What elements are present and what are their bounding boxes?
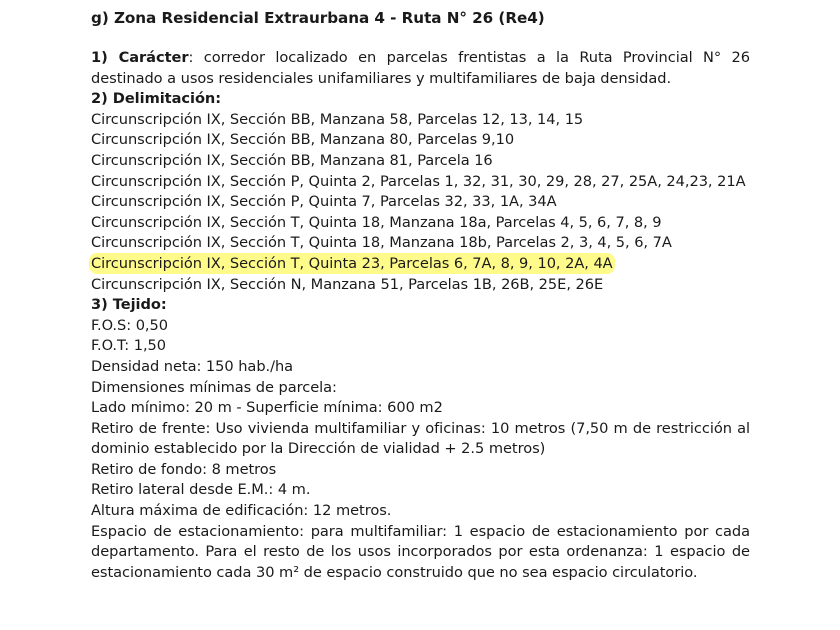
delimitacion-line: Circunscripción IX, Sección T, Quinta 18, Manzana 18a, Parcelas 4, 5, 6, 7, 8, 9 (91, 213, 662, 231)
delimitacion-label: 2) Delimitación (91, 90, 216, 108)
delimitacion-line-highlighted (91, 254, 750, 275)
estacionamiento-paragraph: Espacio de estacionamiento: para multifamiliar: 1 espacio de estacionamiento por cada departamento. Para el resto de los usos incorporados por esta ordenanza: 1 espacio de estacionamiento cada 30 m² de espacio construido que no sea espacio circulatorio. (91, 522, 750, 581)
delimitacion-line: Circunscripción IX, Sección BB, Manzana 80, Parcelas 9,10 (91, 131, 515, 149)
caracter-text: : corredor localizado en parcelas frentistas a la Ruta Provincial N° 26 destinado a usos residenciales unifamiliares y multifamiliares de baja densidad. (91, 49, 750, 87)
retiro-fondo-line: Retiro de fondo: 8 metros (91, 460, 277, 478)
fos-line: F.O.S: 0,50 (91, 316, 168, 334)
delimitacion-line: Circunscripción IX, Sección P, Quinta 2, Parcelas 1, 32, 31, 30, 29, 28, 27, 25A, 24,23, 21A (91, 172, 746, 190)
caracter-paragraph (91, 48, 750, 89)
altura-line: Altura máxima de edificación: 12 metros. (91, 502, 392, 520)
retiro-lateral-line: Retiro lateral desde E.M.: 4 m. (91, 481, 311, 499)
section-heading: g) Zona Residencial Extraurbana 4 - Ruta N° 26 (Re4) (91, 9, 545, 27)
delimitacion-line: Circunscripción IX, Sección BB, Manzana 81, Parcela 16 (91, 151, 493, 169)
dimensiones-line: Dimensiones mínimas de parcela: (91, 378, 337, 396)
delimitacion-line: Circunscripción IX, Sección P, Quinta 7, Parcelas 32, 33, 1A, 34A (91, 193, 557, 211)
delimitacion-line: Circunscripción IX, Sección BB, Manzana 58, Parcelas 12, 13, 14, 15 (91, 110, 584, 128)
fot-line: F.O.T: 1,50 (91, 337, 167, 355)
densidad-line: Densidad neta: 150 hab./ha (91, 357, 294, 375)
retiro-frente-paragraph: Retiro de frente: Uso vivienda multifamiliar y oficinas: 10 metros (7,50 m de restricción al dominio establecido por la Dirección de vialidad + 2.5 metros) (91, 419, 750, 458)
highlighted-text: Circunscripción IX, Sección T, Quinta 23, Parcelas 6, 7A, 8, 9, 10, 2A, 4A (91, 254, 613, 272)
lado-line: Lado mínimo: 20 m - Superficie mínima: 600 m2 (91, 399, 443, 417)
delimitacion-line: Circunscripción IX, Sección T, Quinta 18, Manzana 18b, Parcelas 2, 3, 4, 5, 6, 7A (91, 234, 672, 252)
tejido-heading: 3) Tejido: (91, 296, 167, 314)
tejido-label: 3) Tejido (91, 296, 161, 314)
delimitacion-line: Circunscripción IX, Sección N, Manzana 51, Parcelas 1B, 26B, 25E, 26E (91, 275, 604, 293)
delimitacion-heading: 2) Delimitación: (91, 90, 222, 108)
caracter-label: 1) Carácter (91, 49, 189, 66)
